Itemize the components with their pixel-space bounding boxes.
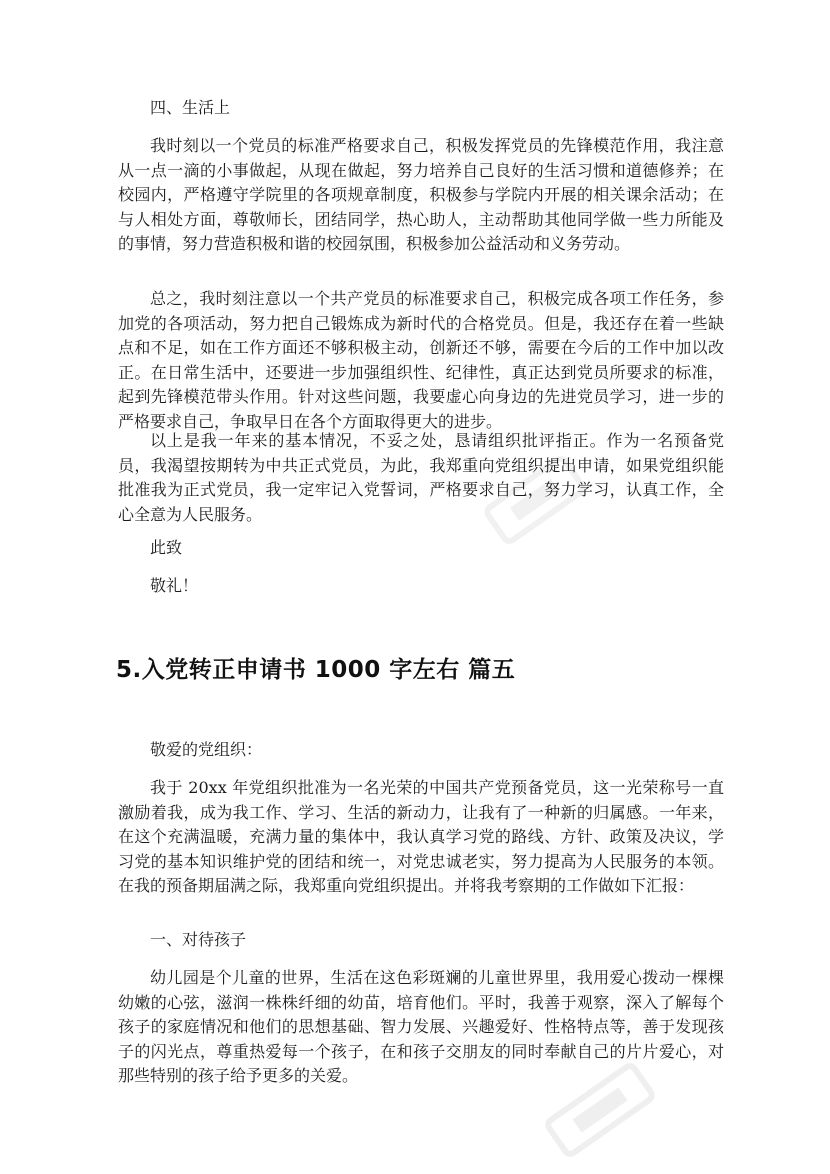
request-paragraph: 以上是我一年来的基本情况，不妥之处，恳请组织批评指正。作为一名预备党员，我渴望按期转为中共正式党员，为此，我郑重向党组织提出申请，如果党组织能批准我为正式党员，我一定牢记入党誓词，严格要求自己，努力学习，认真工作，全心全意为人民服务。	[118, 431, 724, 524]
intro-paragraph: 我于 20xx 年党组织批准为一名光荣的中国共产党预备党员，这一光荣称号一直激励着我，成为我工作、学习、生活的新动力，让我有了一种新的归属感。一年来，在这个充满温暖，充满力量的集体中，我认真学习党的路线、方针、政策及决议，学习党的基本知识维护党的团结和统一，对党忠诚老实，努力提高为人民服务的本领。在我的预备期届满之际，我郑重向党组织提出。并将我考察期的工作做如下汇报：	[118, 778, 724, 896]
summary-paragraph: 总之，我时刻注意以一个共产党员的标准要求自己，积极完成各项工作任务，参加党的各项活动，努力把自己锻炼成为新时代的合格党员。但是，我还存在着一些缺点和不足，如在工作方面还不够积极主动，创新还不够，需要在今后的工作中加以改正。在日常生活中，还要进一步加强组织性、纪律性，真正达到党员所要求的标准，起到先锋模范带头作用。针对这些问题，我要虚心向身边的先进党员学习，进一步的严格要求自己，争取早日在各个方面取得更大的进步。	[118, 289, 724, 431]
section-four-paragraph: 我时刻以一个党员的标准严格要求自己，积极发挥党员的先锋模范作用，我注意从一点一滴的小事做起，从现在做起，努力培养自己良好的生活习惯和道德修养；在校园内，严格遵守学院里的各项规章制度，积极参与学院内开展的相关课余活动；在与人相处方面，尊敬师长，团结同学，热心助人，主动帮助其他同学做一些力所能及的事情，努力营造积极和谐的校园氛围，积极参加公益活动和义务劳动。	[118, 136, 724, 254]
closing-line-1: 此致	[150, 538, 183, 557]
section-four-title: 四、生活上	[150, 98, 231, 117]
sub-section-paragraph: 幼儿园是个儿童的世界，生活在这色彩斑斓的儿童世界里，我用爱心拨动一棵棵幼嫩的心弦，滋润一株株纤细的幼苗，培育他们。平时，我善于观察，深入了解每个孩子的家庭情况和他们的思想基础、智力发展、兴趣爱好、性格特点等，善于发现孩子的闪光点，尊重热爱每一个孩子，在和孩子交朋友的同时奉献自己的片片爱心，对那些特别的孩子给予更多的关爱。	[118, 968, 724, 1086]
sub-section-title: 一、对待孩子	[150, 930, 247, 949]
article-heading: 5.入党转正申请书 1000 字左右 篇五	[116, 657, 516, 683]
closing-line-2: 敬礼！	[150, 576, 199, 595]
salutation: 敬爱的党组织：	[150, 740, 263, 759]
